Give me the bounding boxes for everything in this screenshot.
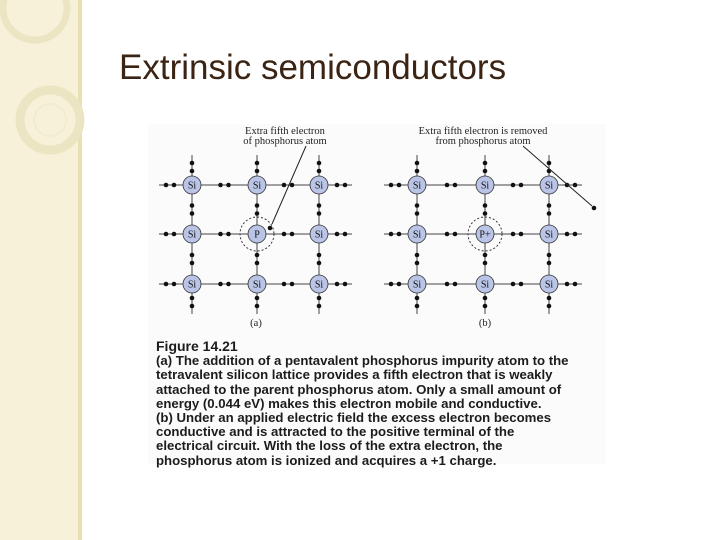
- electron-dot: [573, 183, 578, 188]
- caption-line: (a) The addition of a pentavalent phosphorus impurity atom to the: [156, 353, 569, 369]
- electron-dot: [255, 253, 260, 258]
- electron-dot: [445, 232, 450, 237]
- electron-dot: [335, 183, 340, 188]
- electron-dot: [415, 169, 420, 174]
- caption-line: tetravalent silicon lattice provides a fifth electron that is weakly: [156, 367, 553, 383]
- caption-line: phosphorus atom is ionized and acquires a +1 charge.: [156, 452, 497, 468]
- electron-dot: [483, 304, 488, 309]
- atom-label: Si: [187, 279, 197, 291]
- atom-label: Si: [412, 229, 422, 241]
- caption-line: attached to the parent phosphorus atom. Only a small amount of: [156, 381, 562, 397]
- electron-dot: [389, 282, 394, 287]
- electron-dot: [547, 261, 552, 266]
- electron-dot: [397, 282, 402, 287]
- atom-label: Si: [252, 279, 262, 291]
- atom-label: Si: [187, 180, 197, 192]
- electron-dot: [483, 211, 488, 216]
- annotation-text: of phosphorus atom: [243, 136, 327, 147]
- electron-dot: [190, 304, 195, 309]
- electron-dot: [255, 211, 260, 216]
- atom-label: Si: [544, 279, 554, 291]
- atom-label: Si: [480, 279, 490, 291]
- electron-dot: [483, 253, 488, 258]
- electron-dot: [255, 161, 260, 166]
- caption-line: (b) Under an applied electric field the excess electron becomes: [156, 410, 552, 426]
- electron-dot: [415, 211, 420, 216]
- caption-line: energy (0.044 eV) makes this electron mobile and conductive.: [156, 395, 542, 411]
- electron-dot: [190, 296, 195, 301]
- electron-dot: [415, 161, 420, 166]
- electron-dot: [483, 203, 488, 208]
- atom-label: Si: [412, 180, 422, 192]
- electron-dot: [565, 232, 570, 237]
- electron-dot: [255, 304, 260, 309]
- electron-dot: [317, 304, 322, 309]
- electron-dot: [190, 253, 195, 258]
- electron-dot: [415, 203, 420, 208]
- electron-dot: [483, 161, 488, 166]
- electron-dot: [172, 282, 177, 287]
- electron-dot: [389, 183, 394, 188]
- electron-dot: [547, 211, 552, 216]
- electron-dot: [317, 253, 322, 258]
- decorative-circles: [0, 0, 90, 220]
- electron-dot: [268, 226, 273, 231]
- panel-sublabel: (a): [250, 318, 262, 329]
- atom-label: P: [254, 229, 260, 241]
- electron-dot: [282, 183, 287, 188]
- atom-label: Si: [314, 180, 324, 192]
- electron-dot: [317, 169, 322, 174]
- atom-label: Si: [252, 180, 262, 192]
- atom-label: Si: [314, 229, 324, 241]
- electron-dot: [190, 203, 195, 208]
- electron-dot: [164, 232, 169, 237]
- electron-dot: [453, 183, 458, 188]
- electron-dot: [226, 282, 231, 287]
- electron-dot: [226, 183, 231, 188]
- electron-dot: [519, 183, 524, 188]
- electron-dot: [565, 282, 570, 287]
- electron-dot: [343, 183, 348, 188]
- electron-dot: [282, 282, 287, 287]
- slide-title: Extrinsic semiconductors: [119, 48, 507, 87]
- electron-dot: [317, 161, 322, 166]
- electron-dot: [547, 296, 552, 301]
- atom-label: Si: [412, 279, 422, 291]
- electron-dot: [415, 304, 420, 309]
- electron-dot: [164, 183, 169, 188]
- lattice-diagram: [148, 124, 606, 339]
- electron-dot: [317, 203, 322, 208]
- annotation-text: Extra fifth electron: [245, 126, 325, 137]
- electron-dot: [317, 211, 322, 216]
- atom-label: Si: [480, 180, 490, 192]
- electron-dot: [190, 161, 195, 166]
- electron-dot: [547, 253, 552, 258]
- electron-dot: [172, 183, 177, 188]
- electron-dot: [389, 232, 394, 237]
- electron-dot: [415, 253, 420, 258]
- electron-dot: [190, 211, 195, 216]
- figure-caption: [156, 339, 601, 468]
- electron-dot: [290, 232, 295, 237]
- electron-dot: [445, 183, 450, 188]
- electron-dot: [547, 304, 552, 309]
- electron-dot: [226, 232, 231, 237]
- electron-dot: [343, 282, 348, 287]
- electron-dot: [483, 169, 488, 174]
- electron-dot: [290, 282, 295, 287]
- electron-dot: [573, 232, 578, 237]
- electron-dot: [573, 282, 578, 287]
- electron-dot: [519, 232, 524, 237]
- electron-dot: [172, 232, 177, 237]
- atom-label: P+: [479, 229, 491, 241]
- caption-title: Figure 14.21: [156, 338, 238, 354]
- electron-dot: [415, 261, 420, 266]
- electron-dot: [397, 232, 402, 237]
- electron-dot: [317, 296, 322, 301]
- electron-dot: [547, 161, 552, 166]
- electron-dot: [255, 261, 260, 266]
- electron-dot: [317, 261, 322, 266]
- panel-sublabel: (b): [478, 318, 492, 329]
- electron-dot: [397, 183, 402, 188]
- electron-dot: [282, 232, 287, 237]
- caption-line: electrical circuit. With the loss of the extra electron, the: [156, 438, 503, 454]
- electron-dot: [511, 183, 516, 188]
- electron-dot: [190, 169, 195, 174]
- electron-dot: [511, 232, 516, 237]
- electron-dot: [164, 282, 169, 287]
- electron-dot: [290, 183, 295, 188]
- electron-dot: [592, 206, 597, 211]
- electron-dot: [511, 282, 516, 287]
- electron-dot: [519, 282, 524, 287]
- electron-dot: [218, 282, 223, 287]
- electron-dot: [453, 232, 458, 237]
- atom-label: Si: [544, 180, 554, 192]
- atom-label: Si: [314, 279, 324, 291]
- panel-a-lattice: [159, 126, 352, 329]
- atom-label: Si: [187, 229, 197, 241]
- caption-line: conductive and is attracted to the positive terminal of the: [156, 424, 515, 440]
- electron-dot: [255, 169, 260, 174]
- electron-dot: [335, 232, 340, 237]
- annotation-text: Extra fifth electron is removed: [418, 126, 548, 137]
- electron-dot: [190, 261, 195, 266]
- electron-dot: [483, 296, 488, 301]
- electron-dot: [547, 203, 552, 208]
- annotation-arrow: [523, 146, 592, 206]
- electron-dot: [453, 282, 458, 287]
- electron-dot: [335, 282, 340, 287]
- electron-dot: [218, 183, 223, 188]
- panel-b-lattice: [384, 126, 596, 329]
- electron-dot: [255, 296, 260, 301]
- electron-dot: [415, 296, 420, 301]
- electron-dot: [483, 261, 488, 266]
- electron-dot: [255, 203, 260, 208]
- electron-dot: [445, 282, 450, 287]
- electron-dot: [218, 232, 223, 237]
- annotation-text: from phosphorus atom: [435, 136, 531, 147]
- atom-label: Si: [544, 229, 554, 241]
- electron-dot: [343, 232, 348, 237]
